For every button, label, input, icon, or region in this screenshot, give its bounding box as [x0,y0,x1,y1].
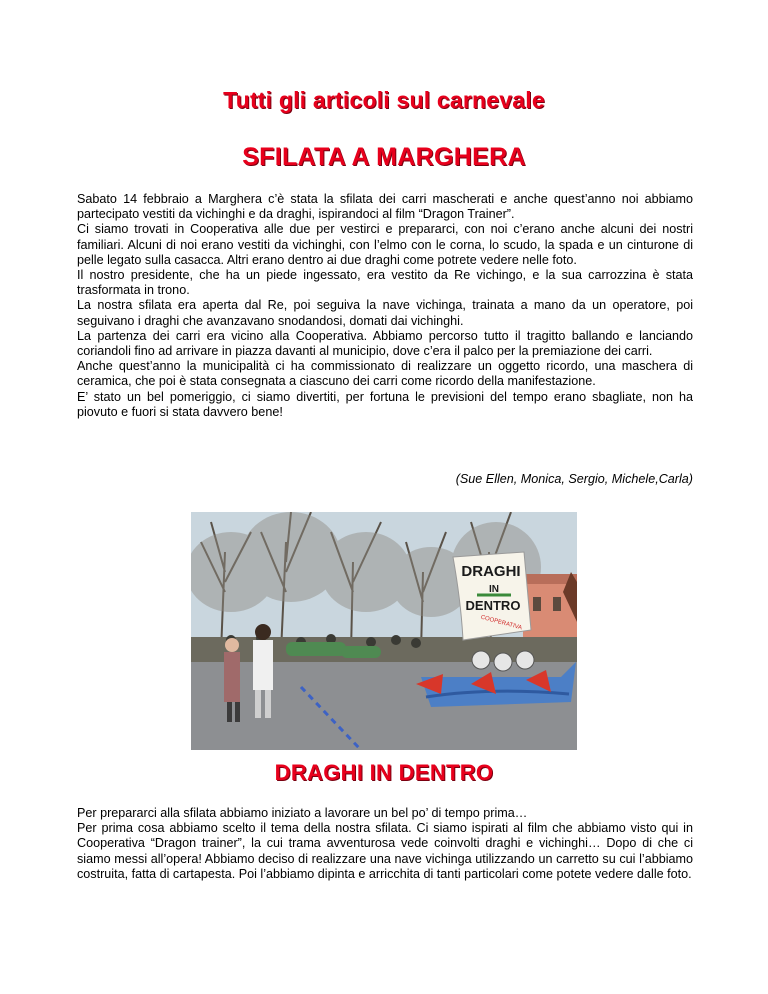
article-heading-sfilata: SFILATA A MARGHERA [242,143,526,171]
paragraph: Per prima cosa abbiamo scelto il tema della nostra sfilata. Ci siamo ispirati al film che abbiamo visto qui in Cooperativa “Dragon trainer”, la cui trama avventurosa vede coinvolti draghi e vichinghi… Dopo di che ci siamo messi all’opera! Abbiamo deciso di realizzare una nave vichinga utilizzando un carretto su cui l’abbiamo costruita, fatta di cartapesta. Poi l’abbiamo dipinta e arricchita di tanti particolari come potete vedere dalle foto. [77,821,693,881]
parade-photo [191,512,577,750]
paragraph: Per prepararci alla sfilata abbiamo iniziato a lavorare un bel po’ di tempo prima… [77,806,528,820]
sign-text-cooperativa: COOPERATIVA [479,614,523,632]
paragraph: Sabato 14 febbraio a Marghera c’è stata la sfilata dei carri mascherati e anche quest’anno noi abbiamo partecipato vestiti da vichinghi e da draghi, ispirandoci al film “Dragon Trainer”. [77,192,693,222]
parade-photo-illustration [191,512,577,750]
article-signature: (Sue Ellen, Monica, Sergio, Michele,Carla) [455,472,693,486]
sign-text-in: IN [489,584,499,595]
paragraph: La nostra sfilata era aperta dal Re, poi seguiva la nave vichinga, trainata a mano da un operatore, poi seguivano i draghi che avanzavano snodandosi, domati dai vichinghi. [77,298,693,328]
article-body-sfilata [77,192,693,420]
article-body-draghi [77,806,693,882]
page-title: Tutti gli articoli sul carnevale [223,87,545,113]
paragraph: La partenza dei carri era vicino alla Cooperativa. Abbiamo percorso tutto il tragitto ballando e lanciando coriandoli fino ad arrivare in piazza davanti al municipio, dove c’era il palco per la premiazione dei carri. [77,328,693,359]
paragraph: Anche quest’anno la municipalità ci ha commissionato di realizzare un oggetto ricordo, una maschera di ceramica, che poi è stata consegnata a ciascuno dei carri come ricordo della manifestazione. [77,359,693,389]
paragraph: E’ stato un bel pomeriggio, ci siamo divertiti, per fortuna le previsioni del tempo erano sbagliate, non ha piovuto e fuori si stata davvero bene! [77,389,693,419]
article-heading-draghi: DRAGHI IN DENTRO [274,760,494,785]
sign-text-dentro: DENTRO [465,598,521,613]
paragraph: Ci siamo trovati in Cooperativa alle due per vestirci e prepararci, con noi c’erano anche alcuni dei nostri familiari. Alcuni di noi erano vestiti da vichinghi, con l’elmo con le corna, lo scudo, la spada e un cinturone di pelle legato sulla casacca. Altri erano dentro ai due draghi come potrete vedere nelle foto. [77,222,693,267]
sign-text-draghi: DRAGHI [461,563,521,580]
paragraph: Il nostro presidente, che ha un piede ingessato, era vestito da Re vichingo, e la sua carrozzina è stata trasformata in trono. [77,268,693,298]
